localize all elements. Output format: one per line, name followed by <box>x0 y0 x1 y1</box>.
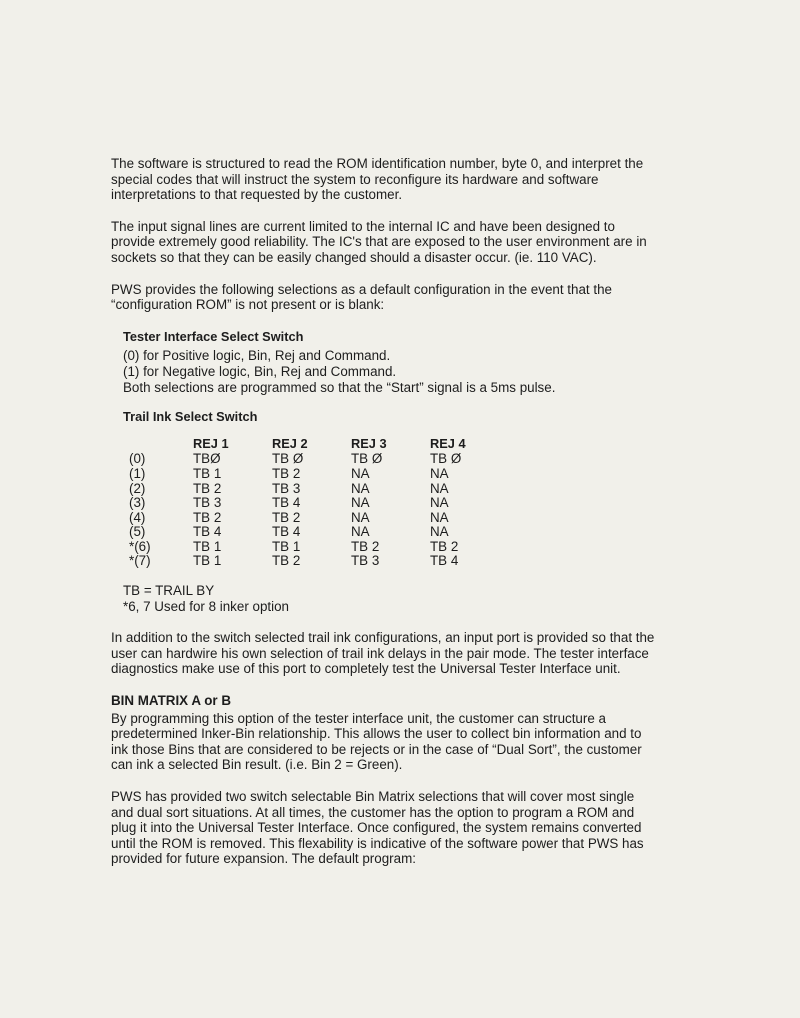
table-cell: TB 4 <box>193 524 222 540</box>
table-row <box>123 482 490 497</box>
table-cell: (0) <box>129 451 146 467</box>
table-row <box>123 452 490 467</box>
table-cell: *(7) <box>129 553 151 569</box>
tester-switch-lines <box>123 348 656 395</box>
trail-note: TB = TRAIL BY <box>123 583 215 599</box>
table-row <box>123 554 490 569</box>
table-cell: TB 1 <box>193 553 222 569</box>
table-header-cell: REJ 2 <box>272 435 308 451</box>
tester-switch-line: (0) for Positive logic, Bin, Rej and Command. <box>123 348 391 364</box>
table-cell: NA <box>351 465 370 481</box>
table-cell: TB 1 <box>272 538 301 554</box>
bin-matrix-paragraph-1: By programming this option of the tester interface unit, the customer can structure a predetermined Inker-Bin relationship. This allows the user to collect bin information and to ink those Bins that are considered to be rejects or in the case of “Dual Sort”, the customer can ink a selected Bin result. (i.e. Bin 2 = Green). <box>111 710 642 773</box>
intro-paragraph-rom: The software is structured to read the ROM identification number, byte 0, and interpret the special codes that will instruct the system to reconfigure its hardware and software interpretations to that requested by the customer. <box>111 156 644 203</box>
table-cell: TB 2 <box>193 480 222 496</box>
table-cell: TB 2 <box>272 509 301 525</box>
table-cell: TB 4 <box>272 524 301 540</box>
table-cell: NA <box>351 480 370 496</box>
tester-switch-section <box>111 329 656 395</box>
trail-ink-table-body <box>123 452 490 569</box>
table-cell: TB Ø <box>430 451 462 467</box>
table-cell: NA <box>351 509 370 525</box>
table-cell: NA <box>351 524 370 540</box>
table-cell: TB 2 <box>272 465 301 481</box>
table-row <box>123 496 490 511</box>
table-header-row <box>123 437 490 453</box>
table-cell: TB 3 <box>193 495 222 511</box>
trail-ink-table <box>123 437 490 569</box>
table-cell: TB 3 <box>351 553 380 569</box>
trail-note: *6, 7 Used for 8 inker option <box>123 598 289 614</box>
table-row <box>123 511 490 526</box>
table-cell: TB 2 <box>351 538 380 554</box>
intro-paragraph-signal-lines: The input signal lines are current limited to the internal IC and have been designed to provide extremely good reliability. The IC's that are exposed to the user environment are in sockets so that they can be easily changed should a disaster occur. (ie. 110 VAC). <box>111 218 647 265</box>
table-row <box>123 525 490 540</box>
tester-switch-title: Tester Interface Select Switch <box>123 328 304 344</box>
tester-switch-line: (1) for Negative logic, Bin, Rej and Command. <box>123 363 397 379</box>
table-cell: TB 2 <box>272 553 301 569</box>
table-cell: NA <box>430 524 449 540</box>
table-cell: TB 4 <box>430 553 459 569</box>
table-cell: TB 2 <box>430 538 459 554</box>
trail-ink-port-paragraph: In addition to the switch selected trail ink configurations, an input port is provided so that the user can hardwire his own selection of trail ink delays in the pair mode. The tester interface diagnostics make use of this port to completely test the Universal Tester Interface unit. <box>111 630 655 677</box>
table-cell: TB 4 <box>272 495 301 511</box>
table-cell: TB 2 <box>193 509 222 525</box>
intro-paragraph-default-config: PWS provides the following selections as a default configuration in the event that the “configuration ROM” is not present or is blank: <box>111 281 612 313</box>
table-cell: TB Ø <box>272 451 304 467</box>
document-body <box>111 156 656 883</box>
table-cell: (5) <box>129 524 146 540</box>
table-cell: NA <box>430 495 449 511</box>
tester-switch-line: Both selections are programmed so that the “Start” signal is a 5ms pulse. <box>123 379 556 395</box>
table-header-cell <box>123 437 193 453</box>
trail-switch-section <box>111 409 656 425</box>
bin-matrix-title: BIN MATRIX A or B <box>111 693 232 709</box>
table-cell: (4) <box>129 509 146 525</box>
table-cell: NA <box>430 480 449 496</box>
table-cell: *(6) <box>129 538 151 554</box>
table-cell: TBØ <box>193 451 221 467</box>
table-cell: TB Ø <box>351 451 383 467</box>
table-cell: TB 1 <box>193 465 222 481</box>
table-header-cell: REJ 3 <box>351 435 387 451</box>
table-cell: (2) <box>129 480 146 496</box>
table-cell: TB 3 <box>272 480 301 496</box>
trail-switch-notes <box>111 583 656 614</box>
table-row <box>123 540 490 555</box>
table-header-cell: REJ 4 <box>430 435 466 451</box>
table-cell: NA <box>351 495 370 511</box>
table-cell: (1) <box>129 465 146 481</box>
bin-matrix-paragraph-2: PWS has provided two switch selectable Bin Matrix selections that will cover most single and dual sort situations. At all times, the customer has the option to program a ROM and plug it into the Universal Tester Interface. Once configured, the system remains converted until the ROM is removed. This flexability is indicative of the software power that PWS has provided for future expansion. The default program: <box>111 789 644 867</box>
table-cell: NA <box>430 509 449 525</box>
table-header-cell: REJ 1 <box>193 435 229 451</box>
table-cell: NA <box>430 465 449 481</box>
table-cell: (3) <box>129 495 146 511</box>
table-cell: TB 1 <box>193 538 222 554</box>
table-row <box>123 467 490 482</box>
trail-switch-title: Trail Ink Select Switch <box>123 409 258 425</box>
